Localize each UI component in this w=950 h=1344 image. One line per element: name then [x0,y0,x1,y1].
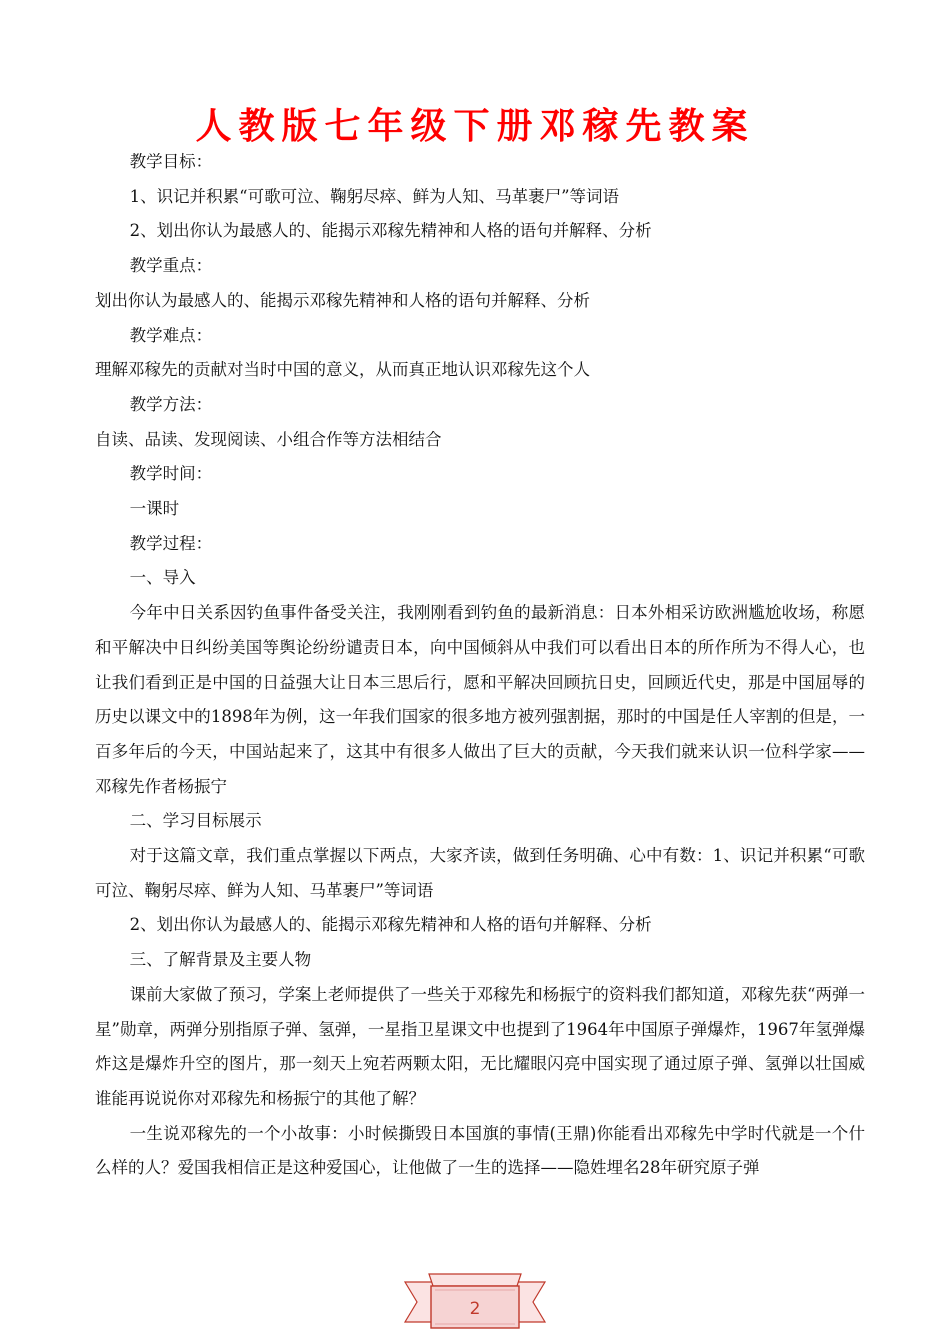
document-body [95,145,865,1186]
page-number-badge [399,1272,551,1338]
process-paragraph-3: 2、划出你认为最感人的、能揭示邓稼先精神和人格的语句并解释、分析 [129,915,652,935]
objective-item-2: 2、划出你认为最感人的、能揭示邓稼先精神和人格的语句并解释、分析 [129,221,652,241]
process-heading-2: 二、学习目标展示 [129,811,262,831]
process-paragraph-1: 今年中日关系因钓鱼事件备受关注，我刚刚看到钓鱼的最新消息：日本外相采访欧洲尴尬收场，称愿和平解决中日纠纷美国等舆论纷纷谴责日本，向中国倾斜从中我们可以看出日本的所作所为不得人心，也让我们看到正是中国的日益强大让日本三思后行，愿和平解决回顾抗日史，回顾近代史，那是中国屈辱的历史以课文中的1898年为例，这一年我们国家的很多地方被列强割据，那时的中国是任人宰割的但是，一百多年后的今天，中国站起来了，这其中有很多人做出了巨大的贡献，今天我们就来认识一位科学家——邓稼先作者杨振宁 [95,603,865,796]
objective-item-1: 1、识记并积累“可歌可泣、鞠躬尽瘁、鲜为人知、马革裹尸”等词语 [129,186,620,206]
page-number: 2 [469,1299,481,1319]
section-label-objectives: 教学目标： [129,152,213,171]
section-label-methods: 教学方法： [129,394,213,414]
difficulties-text: 理解邓稼先的贡献对当时中国的意义，从而真正地认识邓稼先这个人 [95,360,590,380]
section-label-process: 教学过程： [129,533,213,553]
section-label-difficulties: 教学难点： [129,325,213,345]
methods-text: 自读、品读、发现阅读、小组合作等方法相结合 [95,429,442,449]
key-points-text: 划出你认为最感人的、能揭示邓稼先精神和人格的语句并解释、分析 [95,290,590,310]
time-text: 一课时 [129,499,180,519]
process-paragraph-4: 课前大家做了预习，学案上老师提供了一些关于邓稼先和杨振宁的资料我们都知道，邓稼先获“两弹一星”勋章，两弹分别指原子弹、氢弹，一星指卫星课文中也提到了1964年中国原子弹爆炸，1967年氢弹爆炸这是爆炸升空的图片，那一刻天上宛若两颗太阳，无比耀眼闪亮中国实现了通过原子弹、氢弹以壮国威谁能再说说你对邓稼先和杨振宁的其他了解？ [95,984,865,1108]
section-label-time: 教学时间： [129,464,213,484]
process-heading-3: 三、了解背景及主要人物 [129,950,312,970]
document-title: 人教版七年级下册邓稼先教案 [195,105,755,147]
process-paragraph-2: 对于这篇文章，我们重点掌握以下两点，大家齐读，做到任务明确、心中有数：1、识记并积累“可歌可泣、鞠躬尽瘁、鲜为人知、马革裹尸”等词语 [95,846,865,900]
section-label-key-points: 教学重点： [129,256,213,276]
process-heading-1: 一、导入 [129,568,196,588]
process-paragraph-5: 一生说邓稼先的一个小故事：小时候撕毁日本国旗的事情(王鼎)你能看出邓稼先中学时代就是一个什么样的人？爱国我相信正是这种爱国心，让他做了一生的选择——隐姓埋名28年研究原子弹 [95,1123,865,1178]
